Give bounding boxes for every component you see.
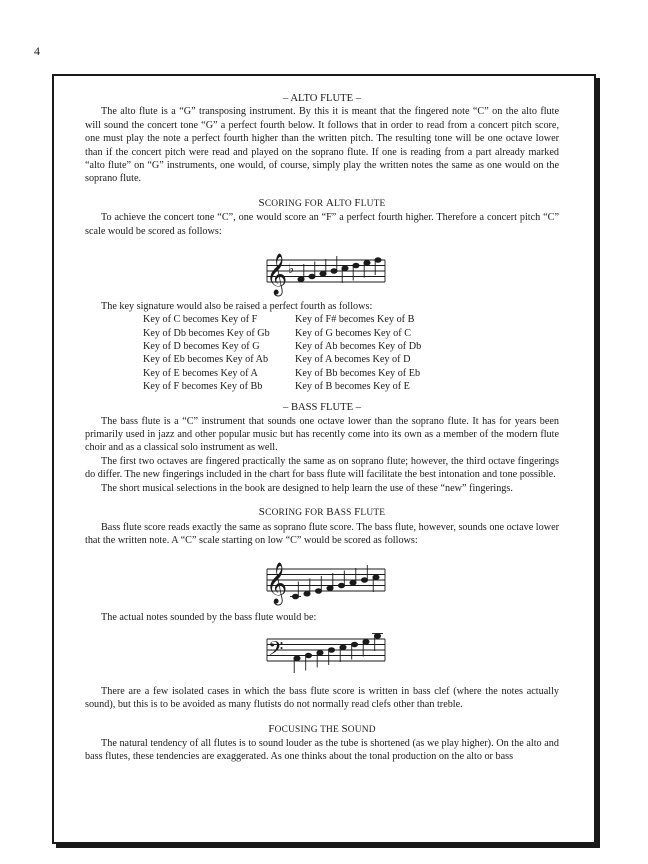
bass-flute-selections: The short musical selections in the book are designed to help learn the use of these “new” fingerings. [101, 482, 513, 494]
page-content [85, 92, 559, 764]
bass-flute-fingerings: The first two octaves are fingered practically the same as on soprano flute; however, the third octave fingerings do differ. The new fingerings included in the chart for bass flute will facilitate the best intonation and tone possible. [85, 455, 559, 481]
alto-scale-staff [85, 238, 559, 300]
scoring-bass-text: Bass flute score reads exactly the same as soprano flute score. The bass flute, however, sounds one octave lower that the written note. A “C” scale starting on low “C” would be scored as follows: [85, 521, 559, 546]
key-signature-table [143, 313, 421, 393]
scoring-bass-heading: SCORING FOR BASS FLUTE [258, 506, 386, 519]
bass-clef-note: There are a few isolated cases in which the bass flute score is written in bass clef (where the notes actually sound), but this is to be avoided as many flutists do not normally read clefs other than treble. [85, 685, 559, 711]
focusing-sound-heading: FOCUSING THE SOUND [268, 722, 376, 735]
bass-actual-notes-text: The actual notes sounded by the bass flute would be: [101, 612, 317, 624]
table-row: Key of C becomes Key of F Key of F# becomes Key of B [143, 314, 415, 326]
flat-icon: ♭ [288, 262, 295, 278]
table-row: Key of Eb becomes Key of Ab Key of A becomes Key of D [143, 354, 411, 366]
bass-sounding-scale-staff [85, 625, 559, 685]
bass-written-scale-notes [290, 565, 379, 599]
table-row: Key of Db becomes Key of Gb Key of G becomes Key of C [143, 327, 411, 339]
treble-clef-icon: 𝄞 [266, 254, 288, 296]
bass-flute-heading: – BASS FLUTE – [283, 402, 361, 414]
key-signature-intro: The key signature would also be raised a perfect fourth as follows: [101, 301, 373, 313]
alto-flute-heading: – ALTO FLUTE – [283, 93, 361, 104]
treble-clef-icon: 𝄞 [266, 563, 288, 605]
table-row: Key of E becomes Key of A Key of Bb becomes Key of Eb [143, 367, 421, 379]
table-row: Key of F becomes Key of Bb Key of B becomes Key of E [143, 380, 410, 392]
scoring-alto-text: To achieve the concert tone “C”, one would score an “F” a perfect fourth higher. Therefore a concert pitch “C” scale would be scored as follows: [85, 212, 559, 237]
page-number: 4 [34, 44, 40, 58]
bass-clef-icon: 𝄢 [268, 636, 284, 665]
bass-written-scale-staff [85, 547, 559, 611]
bass-flute-intro: The bass flute is a “C” instrument that sounds one octave lower than the soprano flute. It has for years been primarily used in jazz and other popular music but has recently come into its own as a member of the modern flute choir and as a classical solo instrument as well. [85, 415, 559, 454]
focusing-sound-text: The natural tendency of all flutes is to sound louder as the tube is shortened (as we play higher). On the alto and bass flutes, these tendencies are exaggerated. As one thinks about the tonal production on the alto or bass [85, 737, 559, 763]
alto-flute-intro: The alto flute is a “G” transposing instrument. By this it is meant that the fingered note “C” on the alto flute will sound the concert tone “G” a perfect fourth below. It follows that in order to read from a concert pitch score, one must play the note a perfect fourth higher than the written pitch. The resulting tone will be one octave lower than if the concert pitch were read and played on the soprano flute. If one is reading from a part already marked “alto flute” on “G” instruments, one would, of course, simply play the written notes the same as one would on the soprano flute. [85, 106, 559, 185]
page-frame [52, 74, 596, 844]
table-row: Key of D becomes Key of G Key of Ab becomes Key of Db [143, 341, 422, 353]
scoring-alto-heading: SCORING FOR ALTO FLUTE [258, 196, 386, 209]
